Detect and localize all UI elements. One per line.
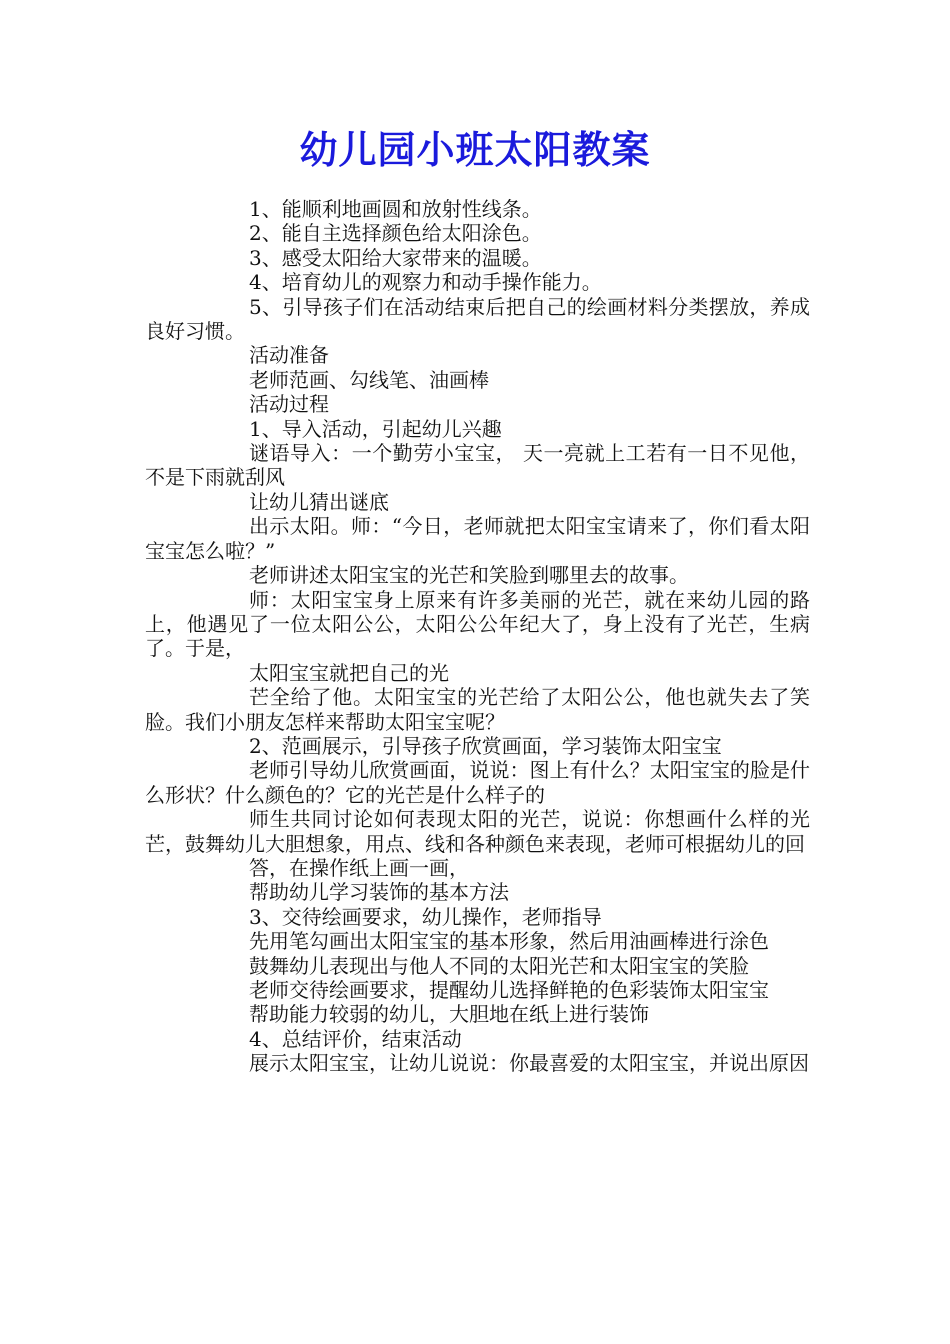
paragraph: 先用笔勾画出太阳宝宝的基本形象，然后用油画棒进行涂色	[249, 929, 769, 954]
section-heading: 活动准备	[249, 343, 329, 368]
paragraph: 3、交待绘画要求，幼儿操作，老师指导	[249, 904, 602, 929]
paragraph: 帮助幼儿学习装饰的基本方法	[249, 880, 509, 905]
section-heading: 活动过程	[249, 392, 329, 417]
paragraph: 1、能顺利地画圆和放射性线条。	[249, 197, 542, 221]
paragraph: 4、总结评价，结束活动	[249, 1026, 462, 1051]
paragraph: 2、范画展示，引导孩子欣赏画面，学习装饰太阳宝宝	[249, 733, 722, 758]
paragraph: 谜语导入：一个勤劳小宝宝， 天一亮就上工若有一日不见他，不是下雨就刮风	[145, 441, 810, 490]
paragraph: 出示太阳。师：“今日，老师就把太阳宝宝请来了，你们看太阳宝宝怎么啦？”	[145, 514, 810, 563]
paragraph: 老师范画、勾线笔、油画棒	[249, 367, 489, 392]
paragraph: 师：太阳宝宝身上原来有许多美丽的光芒，就在来幼儿园的路上，他遇见了一位太阳公公，太阳公公年纪大了，身上没有了光芒，生病了。于是，	[145, 587, 810, 661]
document-body	[145, 197, 810, 1076]
paragraph: 1、导入活动，引起幼儿兴趣	[249, 416, 502, 441]
paragraph: 师生共同讨论如何表现太阳的光芒，说说：你想画什么样的光芒，鼓舞幼儿大胆想象，用点、线和各种颜色来表现，老师可根据幼儿的回	[145, 807, 810, 856]
paragraph: 太阳宝宝就把自己的光	[249, 660, 449, 685]
paragraph: 展示太阳宝宝，让幼儿说说：你最喜爱的太阳宝宝，并说出原因	[249, 1051, 809, 1076]
paragraph: 鼓舞幼儿表现出与他人不同的太阳光芒和太阳宝宝的笑脸	[249, 953, 749, 978]
paragraph: 答，在操作纸上画一画，	[249, 855, 469, 880]
paragraph: 3、感受太阳给大家带来的温暖。	[249, 245, 542, 270]
paragraph: 让幼儿猜出谜底	[249, 489, 389, 514]
paragraph: 老师交待绘画要求，提醒幼儿选择鲜艳的色彩装饰太阳宝宝	[249, 978, 769, 1002]
page-title: 幼儿园小班太阳教案	[299, 128, 651, 172]
paragraph: 芒全给了他。太阳宝宝的光芒给了太阳公公，他也就失去了笑脸。我们小朋友怎样来帮助太阳宝宝呢？	[145, 685, 810, 734]
paragraph: 4、培育幼儿的观察力和动手操作能力。	[249, 270, 602, 295]
paragraph: 老师引导幼儿欣赏画面，说说：图上有什么？太阳宝宝的脸是什么形状？什么颜色的？它的光芒是什么样子的	[145, 758, 810, 807]
paragraph: 5、引导孩子们在活动结束后把自己的绘画材料分类摆放，养成良好习惯。	[145, 294, 810, 344]
paragraph: 帮助能力较弱的幼儿，大胆地在纸上进行装饰	[249, 1002, 649, 1027]
paragraph: 老师讲述太阳宝宝的光芒和笑脸到哪里去的故事。	[249, 563, 689, 588]
paragraph: 2、能自主选择颜色给太阳涂色。	[249, 221, 542, 246]
